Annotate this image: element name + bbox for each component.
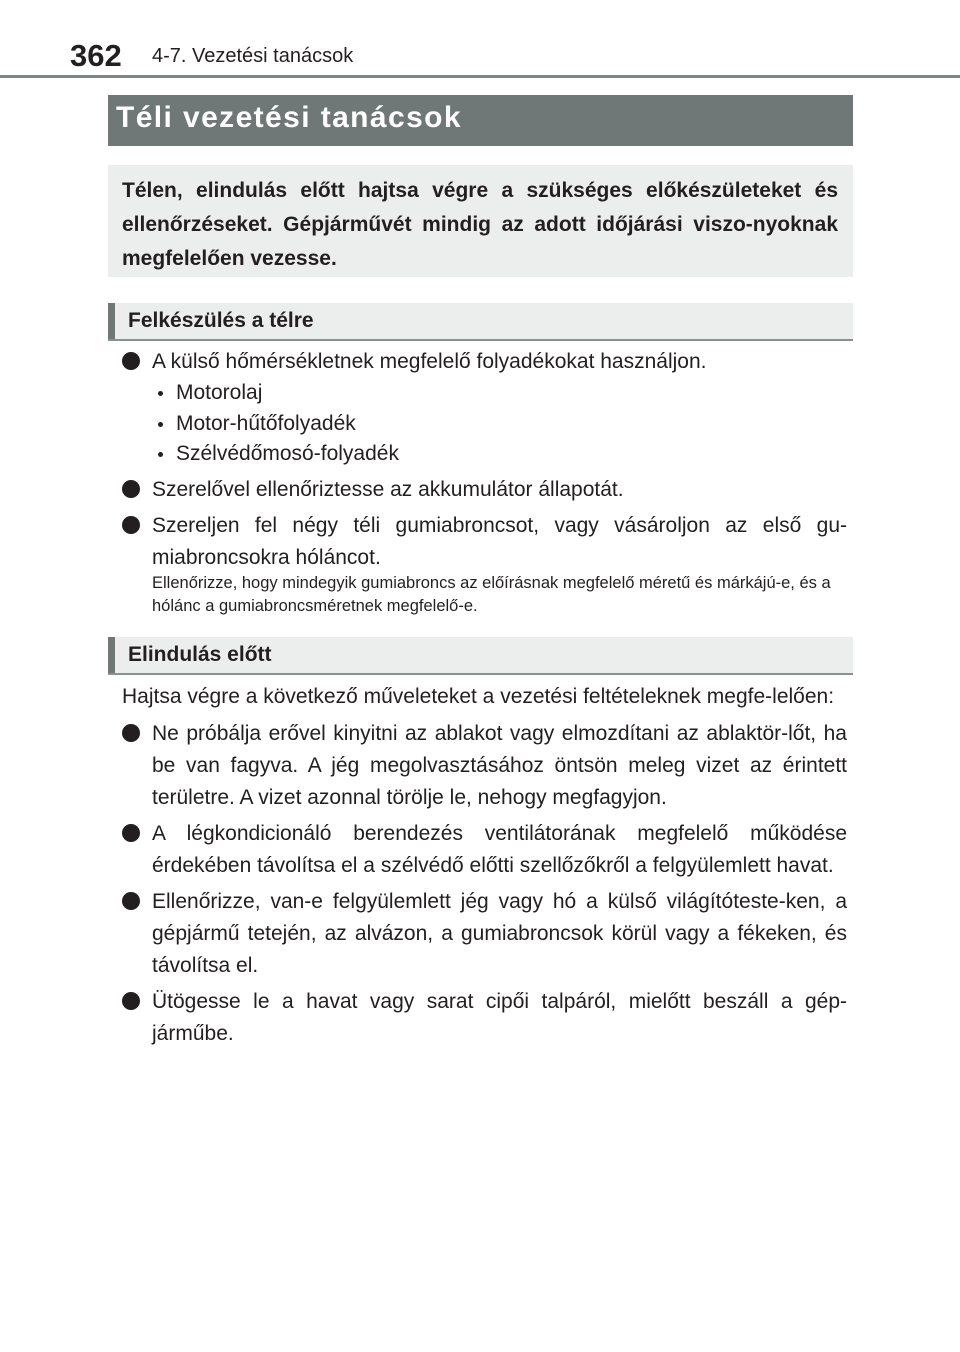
bullet-icon (122, 824, 140, 842)
chapter-title: 4-7. Vezetési tanácsok (152, 45, 354, 67)
section-intro-text: Hajtsa végre a következő műveleteket a vezetési feltételeknek megfe-lelően: (122, 685, 835, 708)
page-number: 362 (70, 38, 122, 73)
list-item (122, 474, 847, 506)
list-item (122, 886, 847, 982)
note-text: Ellenőrizze, hogy mindegyik gumiabroncs az előírásnak megfelelő méretű és márkájú-e, és a hólánc a gumiabroncsméretnek megfelelő-e. (152, 574, 831, 615)
sub-list-item (122, 439, 847, 470)
list-item-text: A légkondicionáló berendezés ventilátorának megfelelő működése érdekében távolítsa el a szélvédő előtti szellőzőkről a felgyülemlett havat. (152, 822, 847, 877)
sub-list-item (122, 378, 847, 409)
bullet-icon (122, 892, 140, 910)
list-item (122, 718, 847, 814)
sub-list-item-text: Motor-hűtőfolyadék (176, 411, 356, 435)
list-item (122, 986, 847, 1050)
sub-bullet-icon (158, 452, 163, 457)
section-heading-before-start (108, 637, 853, 675)
page-title: Téli vezetési tanácsok (116, 101, 462, 134)
list-item-text: Szerelővel ellenőriztesse az akkumulátor állapotát. (152, 477, 624, 501)
list-item (122, 818, 847, 882)
bullet-icon (122, 480, 140, 498)
section-heading-label: Felkészülés a télre (128, 309, 314, 332)
section-accent (108, 637, 115, 673)
sub-list-item (122, 409, 847, 440)
list-item-text: A külső hőmérsékletnek megfelelő folyadékokat használjon. (152, 350, 707, 373)
header-rule (0, 75, 960, 78)
list-item-text: Ellenőrizze, van-e felgyülemlett jég vagy hó a külső világítóteste-ken, a gépjármű tetején, az alvázon, a gumiabroncsok körül vagy a fékeken, és távolítsa el. (152, 890, 847, 977)
sub-list-item-text: Szélvédőmosó-folyadék (176, 442, 399, 465)
section-heading-preparation (108, 303, 853, 341)
list-item (122, 510, 847, 574)
bullet-icon (122, 724, 140, 742)
section-before-start-body (122, 681, 847, 1054)
sub-list-item-text: Motorolaj (176, 381, 263, 404)
section-preparation-body (122, 346, 847, 578)
bullet-icon (122, 352, 140, 370)
bullet-icon (122, 992, 140, 1010)
section-accent (108, 303, 115, 339)
sub-bullet-icon (158, 422, 163, 427)
section-heading-label: Elindulás előtt (128, 643, 272, 666)
sub-bullet-icon (158, 391, 163, 396)
list-item (122, 346, 847, 378)
list-item-text: Szereljen fel négy téli gumiabroncsot, vagy vásároljon az első gu-miabroncsokra hóláncot. (152, 513, 847, 569)
intro-text: Télen, elindulás előtt hajtsa végre a szükséges előkészületeket és ellenőrzéseket. Gépjárművét mindig az adott időjárási viszo-nyoknak megfelelően vezesse. (122, 179, 838, 270)
list-item-text: Ütögesse le a havat vagy sarat cipői talpáról, mielőtt beszáll a gép-járműbe. (152, 990, 847, 1045)
list-item-text: Ne próbálja erővel kinyitni az ablakot vagy elmozdítani az ablaktör-lőt, ha be van fagyva. A jég megolvasztásához öntsön meleg vizet az érintett területre. A vizet azonnal törölje le, nehogy megfagyjon. (152, 722, 847, 809)
bullet-icon (122, 516, 140, 534)
